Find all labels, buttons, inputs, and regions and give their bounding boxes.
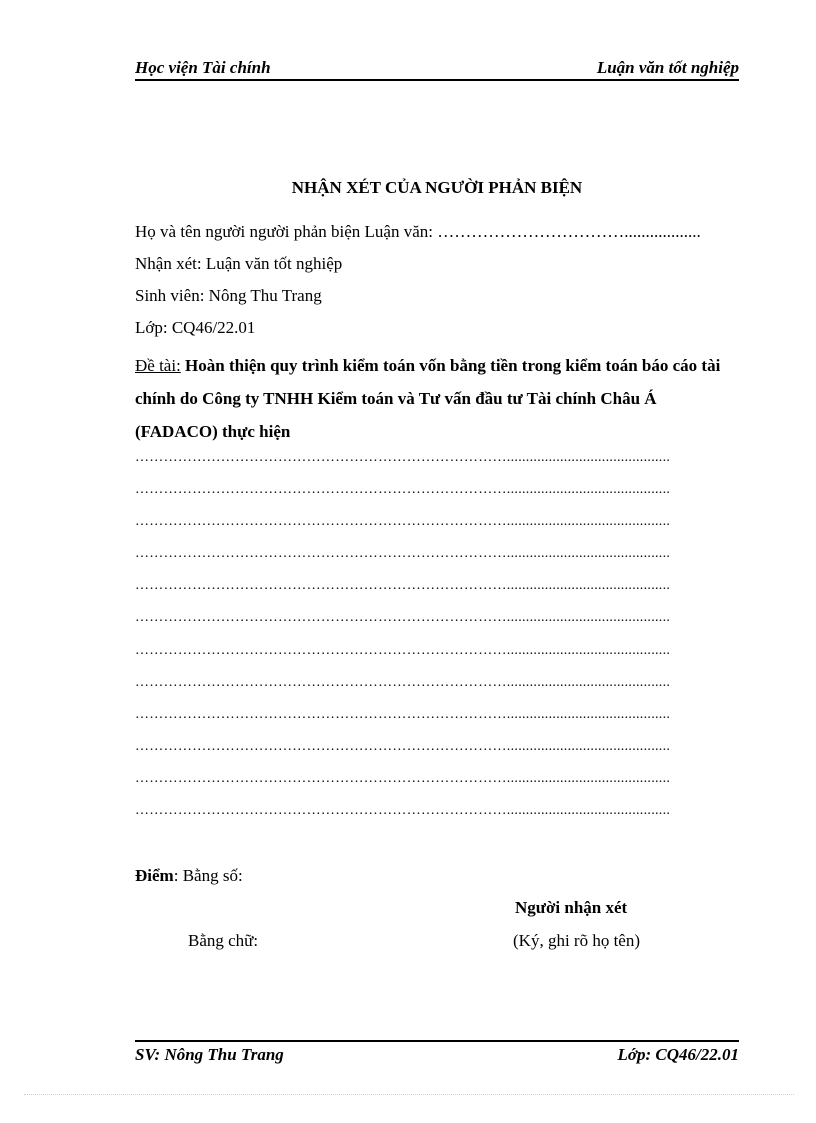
score-numeric-label: : Bằng số:: [173, 866, 243, 885]
comment-blank-line: ……………………………………………………………………...........................................: [135, 450, 671, 465]
page-edge-divider: [24, 1094, 794, 1095]
reviewer-name-label: Họ và tên người người phản biện Luận văn:: [135, 222, 433, 241]
comment-blank-line: ……………………………………………………………………...........................................: [135, 546, 671, 561]
comment-blank-line: ……………………………………………………………………...........................................: [135, 707, 671, 722]
class-line: Lớp: CQ46/22.01: [135, 318, 256, 337]
page-footer: [135, 1040, 739, 1065]
score-words-label: Bằng chữ:: [188, 931, 259, 950]
comment-blank-line: ……………………………………………………………………...........................................: [135, 610, 671, 625]
reviewer-name-blank: ……………………………..................: [437, 222, 701, 241]
comment-blank-line: ……………………………………………………………………...........................................: [135, 803, 671, 818]
comment-blank-line: ……………………………………………………………………...........................................: [135, 675, 671, 690]
topic-block: [135, 349, 739, 448]
comment-blank-line: ……………………………………………………………………...........................................: [135, 739, 671, 754]
comment-blank-line: ……………………………………………………………………...........................................: [135, 643, 671, 658]
comment-blank-line: ……………………………………………………………………...........................................: [135, 578, 671, 593]
signature-hint: (Ký, ghi rõ họ tên): [513, 931, 641, 950]
student-line: Sinh viên: Nông Thu Trang: [135, 286, 322, 305]
reviewer-name-line: [135, 222, 739, 242]
comment-blank-line: ……………………………………………………………………...........................................: [135, 514, 671, 529]
comment-blank-line: ……………………………………………………………………...........................................: [135, 771, 671, 786]
signature-title: Người nhận xét: [515, 898, 628, 917]
topic-label: Đề tài:: [135, 356, 181, 375]
topic-title: Hoàn thiện quy trình kiểm toán vốn bằng tiền trong kiểm toán báo cáo tài chính do Công ty TNHH Kiểm toán và Tư vấn đầu tư Tài chính Châu Á (FADACO) thực hiện: [135, 356, 721, 441]
score-label: Điểm: [135, 866, 174, 885]
comment-blank-line: ……………………………………………………………………...........................................: [135, 482, 671, 497]
comment-line: Nhận xét: Luận văn tốt nghiệp: [135, 254, 343, 273]
footer-student: SV: Nông Thu Trang: [135, 1045, 284, 1064]
page-header: [135, 58, 739, 81]
score-numeric-line: [135, 866, 243, 886]
header-institution: Học viện Tài chính: [135, 58, 271, 77]
footer-class: Lớp: CQ46/22.01: [617, 1045, 739, 1064]
header-document-type: Luận văn tốt nghiệp: [596, 58, 739, 77]
page-title: NHẬN XÉT CỦA NGƯỜI PHẢN BIỆN: [291, 178, 583, 197]
